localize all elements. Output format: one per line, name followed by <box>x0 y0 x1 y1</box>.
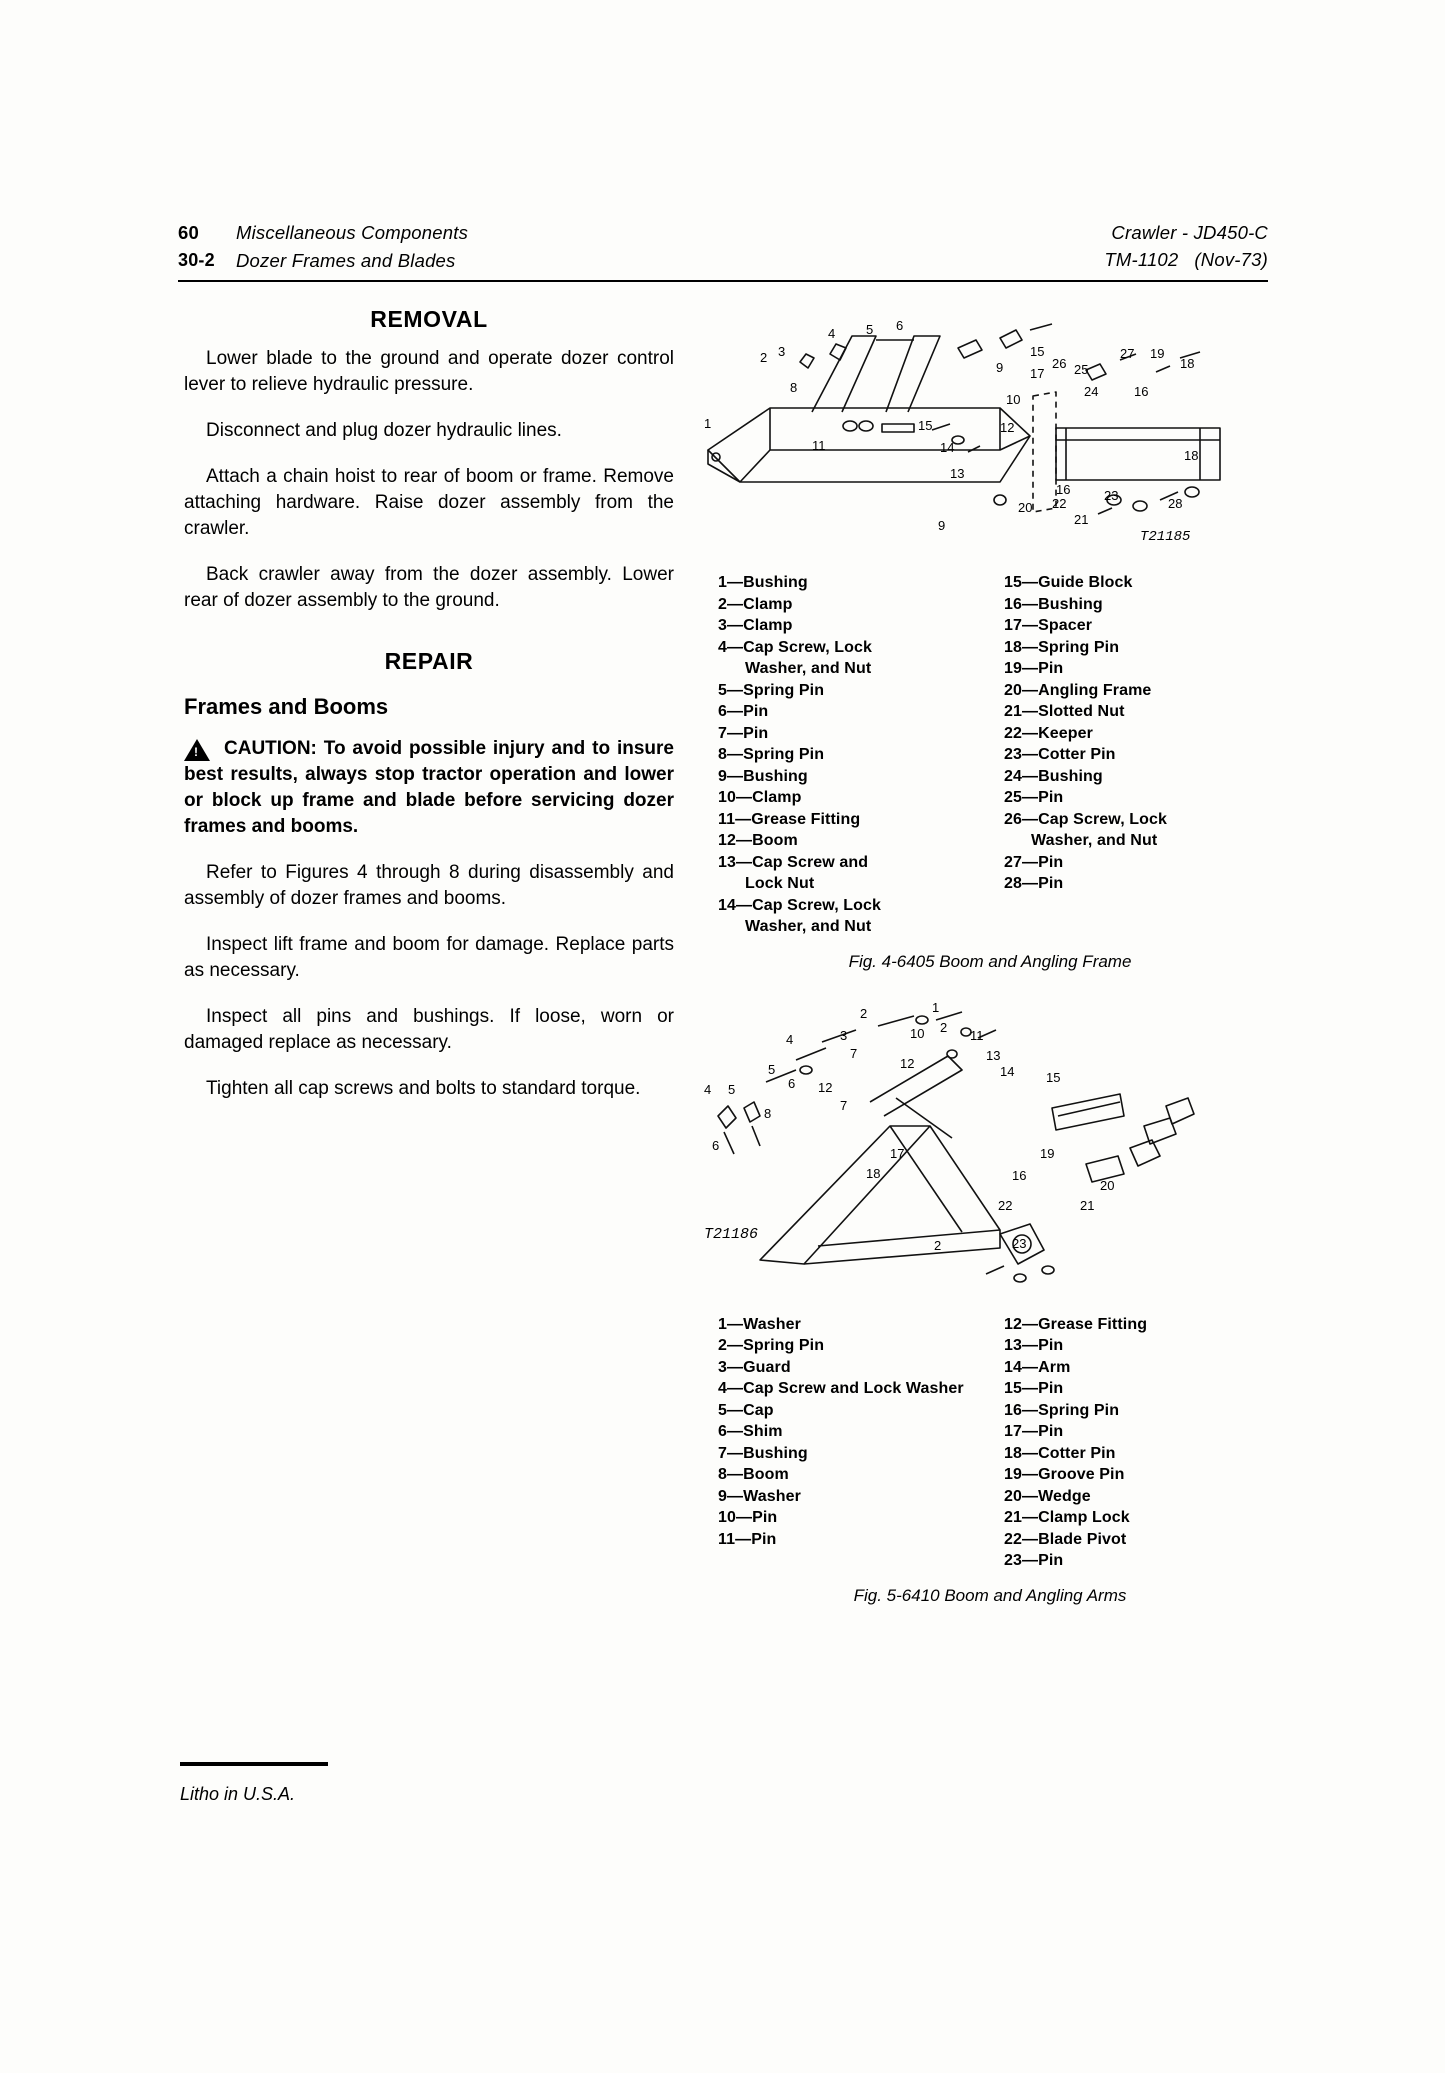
svg-text:4: 4 <box>786 1031 794 1047</box>
svg-text:25: 25 <box>1074 362 1089 377</box>
svg-text:15: 15 <box>1046 1069 1061 1085</box>
svg-text:3: 3 <box>840 1027 848 1043</box>
svg-text:23: 23 <box>1104 488 1119 503</box>
svg-text:5: 5 <box>768 1061 776 1077</box>
svg-text:4: 4 <box>704 1081 712 1097</box>
svg-text:15: 15 <box>918 418 933 433</box>
part-item: 18—Spring Pin <box>1004 638 1120 656</box>
part-item: 22—Keeper <box>1004 724 1093 742</box>
figure-1-parts-right <box>994 572 1280 938</box>
svg-text:17: 17 <box>1030 366 1045 381</box>
figure-2-parts-right <box>994 1314 1280 1572</box>
right-figure-column <box>700 300 1280 1606</box>
figure-1-parts-left <box>718 572 994 938</box>
part-item: 4—Cap Screw, Lock <box>718 638 873 656</box>
frames-and-booms-heading: Frames and Booms <box>184 694 389 719</box>
paragraph-8: Tighten all cap screws and bolts to standard torque. <box>206 1078 641 1099</box>
svg-text:16: 16 <box>1012 1167 1027 1183</box>
svg-text:5: 5 <box>728 1081 736 1097</box>
part-item: 20—Angling Frame <box>1004 681 1152 699</box>
part-item: 12—Grease Fitting <box>1004 1315 1148 1333</box>
part-item: 13—Pin <box>1004 1337 1064 1354</box>
part-item: 15—Guide Block <box>1004 574 1133 591</box>
part-item: 2—Spring Pin <box>718 1337 825 1354</box>
svg-text:8: 8 <box>764 1105 772 1121</box>
part-item: 15—Pin <box>1004 1380 1064 1397</box>
part-item: 18—Cotter Pin <box>1004 1444 1116 1462</box>
section-number: 30-2 <box>178 250 215 270</box>
svg-text:2: 2 <box>940 1019 948 1035</box>
part-item: 17—Pin <box>1004 1423 1064 1440</box>
part-item: 6—Pin <box>718 703 769 720</box>
svg-text:5: 5 <box>866 322 874 337</box>
header-title-line2: Dozer Frames and Blades <box>236 250 456 271</box>
svg-text:14: 14 <box>940 440 955 455</box>
part-item: 10—Pin <box>718 1509 778 1526</box>
part-item: 16—Bushing <box>1004 595 1103 613</box>
svg-text:11: 11 <box>970 1027 984 1043</box>
part-item: 9—Bushing <box>718 767 808 785</box>
part-item: 1—Bushing <box>718 574 808 591</box>
svg-text:17: 17 <box>890 1145 905 1161</box>
svg-text:22: 22 <box>998 1197 1013 1213</box>
part-item: 5—Spring Pin <box>718 681 825 699</box>
part-item: 11—Pin <box>718 1530 777 1548</box>
figure-1-parts-list <box>700 572 1280 938</box>
figure-1-caption: Fig. 4-6405 Boom and Angling Frame <box>848 951 1132 971</box>
part-item: 25—Pin <box>1004 789 1064 806</box>
svg-text:6: 6 <box>712 1137 720 1153</box>
svg-text:13: 13 <box>986 1047 1001 1063</box>
svg-text:10: 10 <box>1006 392 1021 407</box>
removal-heading: REMOVAL <box>370 306 488 332</box>
paragraph-7: Inspect all pins and bushings. If loose, worn or damaged replace as necessary. <box>184 1006 674 1053</box>
svg-text:9: 9 <box>938 518 946 533</box>
footer-divider <box>180 1762 328 1766</box>
figure-2 <box>700 998 1280 1606</box>
footer-litho: Litho in U.S.A. <box>180 1784 296 1804</box>
part-item: 7—Bushing <box>718 1444 808 1462</box>
part-item: 27—Pin <box>1004 853 1064 871</box>
page-number: 60 <box>178 222 199 243</box>
paragraph-4: Back crawler away from the dozer assembly. Lower rear of dozer assembly to the ground. <box>184 564 674 611</box>
svg-text:1: 1 <box>704 416 712 431</box>
part-item: 26—Cap Screw, Lock <box>1004 810 1168 828</box>
svg-text:19: 19 <box>1150 346 1165 361</box>
svg-text:10: 10 <box>910 1025 925 1041</box>
part-item: 8—Boom <box>718 1466 789 1483</box>
part-item: 19—Pin <box>1004 660 1064 677</box>
paragraph-6: Inspect lift frame and boom for damage. Replace parts as necessary. <box>184 934 674 981</box>
svg-text:4: 4 <box>828 326 836 341</box>
paragraph-5: Refer to Figures 4 through 8 during disassembly and assembly of dozer frames and booms. <box>184 862 674 909</box>
svg-text:18: 18 <box>1184 448 1199 463</box>
svg-text:28: 28 <box>1168 496 1183 511</box>
part-item: 20—Wedge <box>1004 1487 1091 1505</box>
svg-text:12: 12 <box>900 1055 915 1071</box>
part-item: 8—Spring Pin <box>718 746 825 763</box>
boom-and-angling-arms-drawing <box>700 998 1230 1298</box>
svg-text:7: 7 <box>850 1045 858 1061</box>
svg-text:26: 26 <box>1052 356 1067 371</box>
svg-text:6: 6 <box>788 1075 796 1091</box>
svg-text:14: 14 <box>1000 1063 1015 1079</box>
part-item-continuation: Washer, and Nut <box>745 918 872 935</box>
svg-text:18: 18 <box>1180 356 1195 371</box>
paragraph-2: Disconnect and plug dozer hydraulic lines. <box>206 420 562 441</box>
page-header <box>178 222 1268 272</box>
svg-text:7: 7 <box>840 1097 848 1113</box>
svg-text:21: 21 <box>1074 512 1089 527</box>
svg-text:20: 20 <box>1018 500 1033 515</box>
caution-text: CAUTION: To avoid possible injury and to insure best results, always stop tractor operation and lower or block up frame and blade before servicing dozer frames and booms. <box>184 738 674 837</box>
part-item: 1—Washer <box>718 1315 801 1333</box>
warning-triangle-icon: ! <box>184 739 210 761</box>
part-item: 11—Grease Fitting <box>718 810 861 828</box>
paragraph-1: Lower blade to the ground and operate dozer control lever to relieve hydraulic pressure. <box>184 348 674 395</box>
svg-text:15: 15 <box>1030 344 1045 359</box>
part-item: 13—Cap Screw and <box>718 853 869 871</box>
part-item: 23—Cotter Pin <box>1004 746 1116 763</box>
svg-text:2: 2 <box>860 1005 868 1021</box>
header-row-1 <box>178 222 1268 244</box>
part-item: 23—Pin <box>1004 1552 1064 1569</box>
part-item: 5—Cap <box>718 1401 774 1419</box>
svg-text:24: 24 <box>1084 384 1099 399</box>
svg-text:9: 9 <box>996 360 1004 375</box>
header-row-2 <box>178 249 1268 272</box>
part-item: 9—Washer <box>718 1487 801 1505</box>
part-item: 2—Clamp <box>718 595 793 613</box>
part-item-continuation: Lock Nut <box>745 875 815 892</box>
part-item: 7—Pin <box>718 724 769 742</box>
part-item: 10—Clamp <box>718 789 802 806</box>
svg-text:8: 8 <box>790 380 798 395</box>
part-item: 14—Cap Screw, Lock <box>718 896 882 914</box>
svg-text:27: 27 <box>1120 346 1135 361</box>
figure-1 <box>700 300 1280 972</box>
svg-text:16: 16 <box>1056 482 1071 497</box>
part-item: 28—Pin <box>1004 875 1064 892</box>
svg-text:6: 6 <box>896 318 904 333</box>
svg-text:12: 12 <box>1000 420 1015 435</box>
svg-text:12: 12 <box>818 1079 833 1095</box>
header-right-line1: Crawler - JD450-C <box>1111 222 1268 243</box>
part-item: 12—Boom <box>718 832 798 849</box>
part-item: 16—Spring Pin <box>1004 1401 1120 1419</box>
svg-text:22: 22 <box>1052 496 1067 511</box>
header-left-2 <box>178 250 456 272</box>
header-divider <box>178 280 1268 282</box>
part-item: 3—Guard <box>718 1358 791 1376</box>
svg-text:20: 20 <box>1100 1177 1115 1193</box>
left-text-column <box>184 300 674 1122</box>
header-left-1 <box>178 222 468 244</box>
header-right-line2: TM-1102 (Nov-73) <box>1104 249 1268 270</box>
paragraph-3: Attach a chain hoist to rear of boom or frame. Remove attaching hardware. Raise dozer assembly from the crawler. <box>184 466 674 539</box>
svg-text:13: 13 <box>950 466 965 481</box>
svg-text:21: 21 <box>1080 1197 1095 1213</box>
part-item: 19—Groove Pin <box>1004 1466 1125 1483</box>
svg-text:23: 23 <box>1012 1235 1027 1251</box>
part-item: 3—Clamp <box>718 617 793 634</box>
figure-2-parts-left <box>718 1314 994 1572</box>
part-item: 24—Bushing <box>1004 767 1103 785</box>
header-title-line1: Miscellaneous Components <box>236 222 469 243</box>
boom-and-angling-frame-drawing <box>700 300 1230 550</box>
caution-block <box>184 736 674 840</box>
svg-text:1: 1 <box>932 999 940 1015</box>
part-item: 4—Cap Screw and Lock Washer <box>718 1380 964 1397</box>
figure-1-drawing-code: T21185 <box>1140 529 1191 545</box>
svg-text:3: 3 <box>778 344 786 359</box>
svg-text:11: 11 <box>812 438 826 453</box>
part-item: 17—Spacer <box>1004 617 1093 634</box>
part-item: 22—Blade Pivot <box>1004 1530 1127 1548</box>
svg-text:2: 2 <box>934 1237 942 1253</box>
figure-2-caption: Fig. 5-6410 Boom and Angling Arms <box>853 1585 1127 1605</box>
part-item-continuation: Washer, and Nut <box>1031 832 1158 849</box>
figure-2-drawing-code: T21186 <box>704 1225 759 1243</box>
svg-text:2: 2 <box>760 350 768 365</box>
repair-heading: REPAIR <box>384 648 474 674</box>
part-item: 14—Arm <box>1004 1358 1071 1376</box>
svg-text:18: 18 <box>866 1165 881 1181</box>
part-item-continuation: Washer, and Nut <box>745 660 872 677</box>
figure-2-parts-list <box>700 1314 1280 1572</box>
svg-text:16: 16 <box>1134 384 1149 399</box>
part-item: 21—Clamp Lock <box>1004 1509 1130 1526</box>
part-item: 6—Shim <box>718 1423 783 1440</box>
svg-text:19: 19 <box>1040 1145 1055 1161</box>
part-item: 21—Slotted Nut <box>1004 703 1125 720</box>
